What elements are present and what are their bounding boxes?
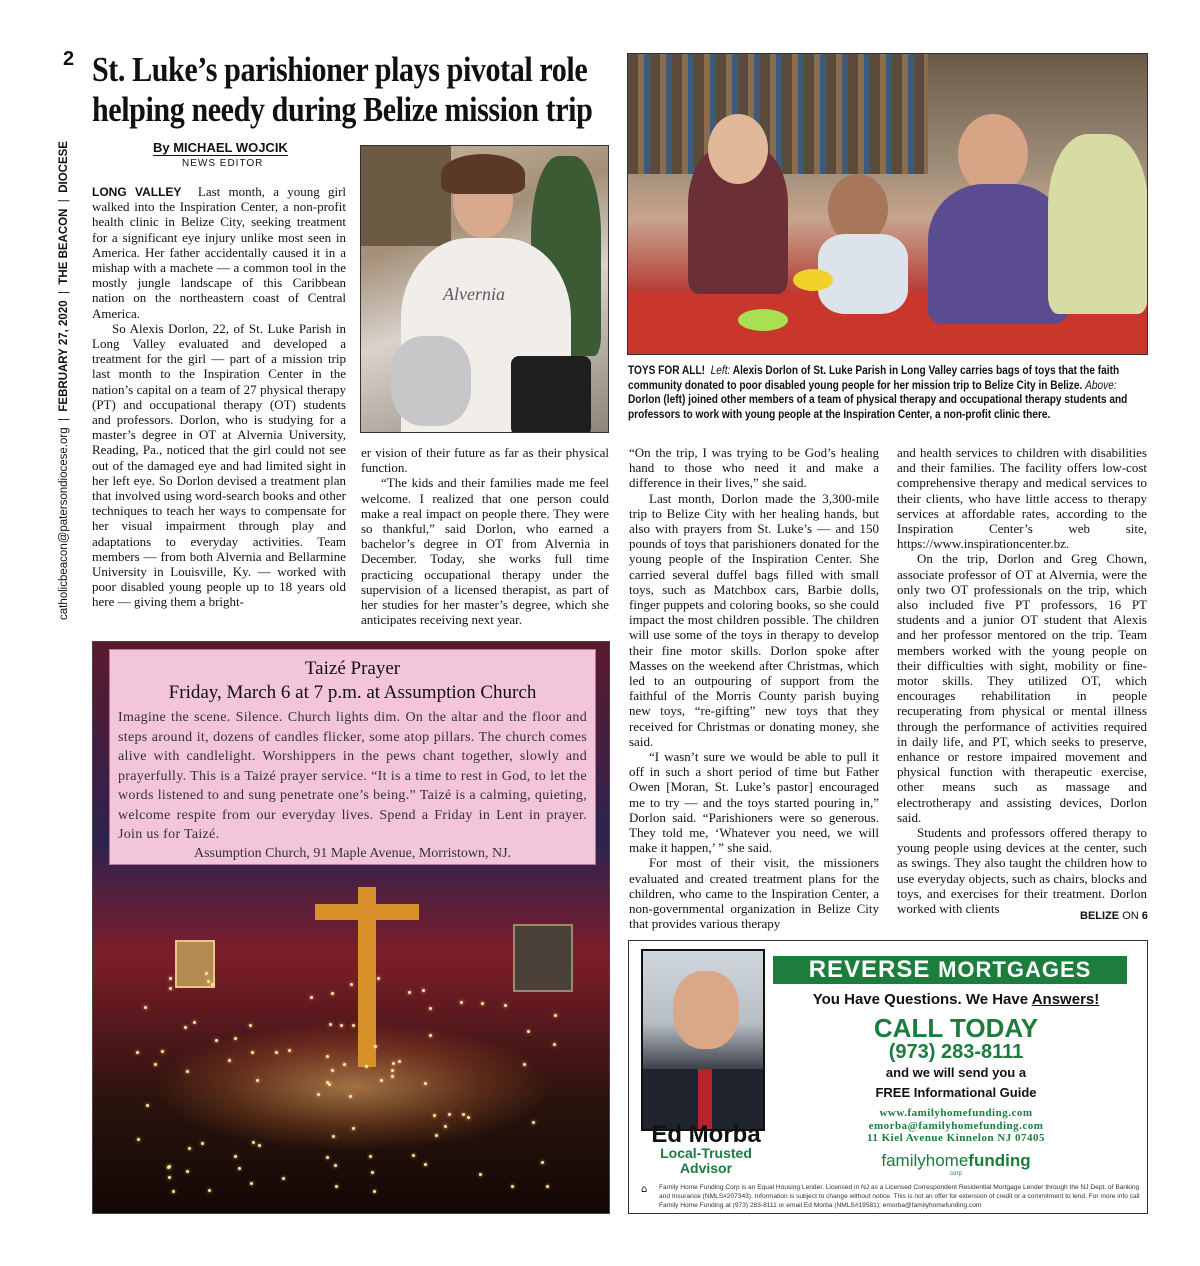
page-number: 2 — [63, 48, 75, 70]
sidebar-paper: THE BEACON — [58, 208, 70, 285]
candle-light — [412, 1154, 415, 1157]
candle-light — [554, 1014, 557, 1017]
candle-light — [251, 1051, 254, 1054]
ad-fine-print: Family Home Funding Corp is an Equal Housing Lender. Licensed in NJ as a Licensed Correspondent Residential Mortgage Lender through the NJ Dept. of Banking and Insurance (NMLS#207343). Information is subject to change without notice. This is not an offer for extension of credit or a commitment to lend. For more info call Family Home Funding at (973) 283-8111 or email Ed Morba (NMLS#19581): emorba@familyhomefunding.com — [659, 1184, 1140, 1209]
candle-light — [167, 1166, 170, 1169]
candle-light — [146, 1104, 149, 1107]
candle-light — [408, 991, 411, 994]
candle-light — [211, 983, 214, 986]
candle-light — [250, 1182, 253, 1185]
family-home-funding-logo: familyhomefunding — [881, 1151, 1031, 1170]
candle-light — [481, 1002, 484, 1005]
ad-address: 11 Kiel Avenue Kinnelon NJ 07405 — [866, 1132, 1046, 1144]
candle-light — [429, 1007, 432, 1010]
candle-light — [326, 1081, 329, 1084]
page-sidebar: catholicbeacon@patersondiocese.org | FEBRUARY 27, 2020 | THE BEACON | DIOCESE — [58, 141, 70, 620]
caption-lead: TOYS FOR ALL! — [628, 365, 706, 377]
candle-light — [391, 1069, 394, 1072]
article-paragraph: On the trip, Dorlon and Greg Chown, associate professor of OT at Alvernia, were the only two OT professionals on the trip, which also included five PT professors, 16 PT students and a junior OT student that Alexis and her professor mentored on the trip. Team members worked with the young people on their difficulties with sight, mobility or fine-motor skills. They utilized OT, which encourages rehabilitation in people recuperating from physical or mental illness through the performance of activities required in daily life, and PT, which seeks to preserve, enhance or restore impaired movement and physical function with therapeutic exercise, other means such as massage and electrotherapy and assisting devices, Dorlon said. — [897, 551, 1147, 825]
candle-light — [326, 1156, 329, 1159]
candle-light — [334, 1164, 337, 1167]
byline: By MICHAEL WOJCIK — [153, 140, 288, 155]
advisor-name: Ed Morba — [651, 1121, 761, 1148]
candle-light — [511, 1185, 514, 1188]
photo-caption — [628, 364, 1147, 422]
candle-light — [193, 1021, 196, 1024]
candle-light — [331, 992, 334, 995]
taize-prayer-ad — [92, 641, 610, 1214]
article-paragraph: “On the trip, I was trying to be God’s healing hand to those who need it and make a difference in their lives,” she said. — [629, 445, 879, 491]
article-column-1 — [92, 184, 346, 610]
candle-light — [215, 1039, 218, 1042]
candle-light — [467, 1116, 470, 1119]
candle-light — [350, 983, 353, 986]
candle-light — [435, 1134, 438, 1137]
candle-light — [377, 977, 380, 980]
candle-light — [422, 989, 425, 992]
taize-title: Taizé Prayer — [304, 658, 401, 679]
advisor-role: Local-Trusted Advisor — [660, 1145, 752, 1176]
ad-question: You Have Questions. We Have Answers! — [812, 991, 1100, 1008]
ad-website[interactable]: www.familyhomefunding.com — [879, 1107, 1033, 1119]
candle-light — [532, 1121, 535, 1124]
candle-light — [371, 1171, 374, 1174]
taize-address: Assumption Church, 91 Maple Avenue, Morristown, NJ. — [193, 845, 512, 861]
candle-light — [288, 1049, 291, 1052]
article-headline: St. Luke’s parishioner plays pivotal role helping needy during Belize mission trip — [92, 50, 593, 130]
article-paragraph: LONG VALLEY Last month, a young girl walked into the Inspiration Center, a non-profit health clinic in Belize City, seeking treatment for a significant eye injury unlike most seen in America. Her father accidentally caused it in a mishap with a machete — a common tool in the mostly jungle landscape of this Caribbean nation on the northeastern coast of Central America. — [92, 184, 347, 321]
ad-free-guide: FREE Informational Guide — [875, 1085, 1037, 1100]
continued-jump: BELIZE ON 6 — [1080, 910, 1148, 922]
sidebar-date: FEBRUARY 27, 2020 — [58, 300, 70, 412]
ad-email[interactable]: emorba@familyhomefunding.com — [868, 1119, 1044, 1132]
candle-light — [186, 1070, 189, 1073]
taize-text-box — [109, 649, 596, 865]
candle-light — [137, 1138, 140, 1141]
photo-therapy-team — [627, 53, 1148, 355]
article-paragraph: and health services to children with disabilities and their families. The facility offers low-cost comprehensive therapy and medical services to their clients, who have little access to therapy services at affordable rates, according to the Inspiration Center’s web site, https://www.inspirationcenter.bz. — [897, 445, 1147, 552]
logo-subtitle: corp — [950, 1171, 962, 1177]
ad-send-line: and we will send you a — [885, 1065, 1027, 1080]
article-paragraph: Students and professors offered therapy to young people using devices at the center, such as swings. They also taught the children how to use everyday objects, such as chairs, blocks and toys, and exercises for their treatment. Dorlon worked with clients — [897, 825, 1147, 917]
candle-light — [380, 1079, 383, 1082]
equal-housing-icon: ⌂ — [641, 1184, 648, 1195]
candle-light — [228, 1059, 231, 1062]
candle-light — [252, 1141, 255, 1144]
candle-light — [462, 1113, 465, 1116]
article-paragraph: Last month, Dorlon made the 3,300-mile trip to Belize City with her healing hands, but also with prayers from St. Luke’s — and 150 pounds of toys that parishioners donated for the young people of the Inspiration Center. She carried several duffel bags filled with small toys, such as Matchbox cars, Barbie dolls, finger puppets and coloring books, so she could impact the most children possible. The children will use some of the toys in therapy to develop their fine motor skills. Dorlon spoke after Masses on the weekend after Christmas, which led to an outpouring of support from the faithful of the Morris County parish buying new toys, “re-gifting” new toys that they received for Christmas or donating money, she said. — [629, 490, 879, 749]
candle-light — [184, 1026, 187, 1029]
candle-light — [238, 1167, 241, 1170]
article-paragraph: “I wasn’t sure we would be able to pull it off in such a short period of time but Father Owen [Moran, St. Luke’s pastor] encouraged me to try — and the toys started pouring in,” Dorlon said. “Parishioners were so generous. They told me, ‘Whatever you need, we will make it happen,’ ” she said. — [629, 749, 879, 856]
caption-left-text: Alexis Dorlon of St. Luke Parish in Long Valley carries bags of toys that the faith community donated to poor disabled young people for her mission trip to Belize City in Belize. — [628, 365, 1120, 392]
candle-light — [460, 1001, 463, 1004]
candle-light — [352, 1127, 355, 1130]
candle-light — [369, 1155, 372, 1158]
caption-above-label: Above: — [1085, 379, 1117, 392]
ad-phone[interactable]: (973) 283-8111 — [888, 1041, 1024, 1063]
candle-light — [541, 1161, 544, 1164]
article-paragraph: “The kids and their families made me feel welcome. I realized that one person could make a real impact on people there. They were so thankful,” said Dorlon, who earned a bachelor’s degree in OT from Alvernia in December. Today, she works full time practicing occupational therapy under the supervision of a licensed therapist, as part of her studies for her master’s degree, which she anticipates receiving next year. — [361, 475, 609, 628]
photo-alexis-dorlon — [360, 145, 609, 433]
sidebar-email: catholicbeacon@patersondiocese.org — [58, 427, 70, 620]
candle-light — [373, 1190, 376, 1193]
sidebar-section: DIOCESE — [58, 141, 70, 193]
article-paragraph: For most of their visit, the missioners evaluated and created treatment plans for the children, who came to the Inspiration Center, a non-governmental organization in Belize City that provides various therapy — [629, 855, 879, 932]
candle-light — [188, 1147, 191, 1150]
saints-icon — [513, 924, 573, 992]
candle-light — [169, 977, 172, 980]
candle-light — [527, 1030, 530, 1033]
article-column-3 — [629, 445, 879, 932]
candle-light — [335, 1185, 338, 1188]
candle-light — [144, 1006, 147, 1009]
caption-left-label: Left: — [710, 365, 731, 377]
advisor-photo — [641, 949, 765, 1131]
candle-light — [310, 996, 313, 999]
candle-light — [186, 1170, 189, 1173]
article-paragraph: So Alexis Dorlon, 22, of St. Luke Parish in Long Valley evaluated and developed a treatment for the girl — part of a mission trip last month to the Inspiration Center in the nation’s capital on a team of 27 physical therapy (PT) and occupational therapy (OT) students and professors. Dorlon, who is studying for a master’s degree in OT at Alvernia University, Reading, Pa., noticed that the girl could not see out of the damaged eye and had limited sight in her left eye. So Dorlon devised a treatment plan that involved using word-search books and other techniques to teach her ways to compensate for her visual impairment through play and adaptations to everyday activities. Team members — from both Alvernia and Bellarmine University in Louisville, Ky. — worked with poor disabled young people up to 18 years old here — giving them a bright- — [92, 320, 346, 610]
candle-light — [332, 1135, 335, 1138]
taize-body: Imagine the scene. Silence. Church lights dim. On the altar and the floor and steps around it, dozens of candles flicker, some atop pillars. The church comes alive with candlelight. Worshippers in the pews chant together, slowly and prayerfully. This is a Taizé prayer service. “It is a time to rest in God, to let the words listened to and sung penetrate one’s being.” Taizé is a calming, quieting, welcome respite from our everyday lives. Spend a Friday in Lent in prayer. Join us for Taizé. — [118, 710, 587, 842]
candle-light — [249, 1024, 252, 1027]
candle-light — [161, 1050, 164, 1053]
candle-light — [504, 1004, 507, 1007]
candle-light — [154, 1063, 157, 1066]
taize-when: Friday, March 6 at 7 p.m. at Assumption Church — [168, 682, 537, 703]
article-paragraph: er vision of their future as far as their physical function. — [361, 445, 609, 476]
byline-title: NEWS EDITOR — [182, 158, 264, 169]
reverse-mortgage-ad — [628, 940, 1148, 1214]
candle-light — [136, 1051, 139, 1054]
caption-above-text: Dorlon (left) joined other members of a team of physical therapy and occupational therapy students and professors to work with young people at the Inspiration Center, a non-profit clinic there. — [628, 394, 1128, 421]
dateline: LONG VALLEY — [92, 185, 182, 199]
candle-light — [258, 1144, 261, 1147]
ad-contact — [773, 1107, 1139, 1145]
article-column-2 — [361, 445, 609, 627]
candle-light — [169, 987, 172, 990]
candle-light — [201, 1142, 204, 1145]
candle-light — [172, 1190, 175, 1193]
candle-light — [234, 1155, 237, 1158]
candle-light — [208, 1189, 211, 1192]
candle-light — [429, 1034, 432, 1037]
shirt-text: Alvernia — [443, 284, 505, 304]
ad-banner: REVERSE MORTGAGES — [773, 956, 1127, 984]
candle-light — [479, 1173, 482, 1176]
candle-light — [546, 1185, 549, 1188]
candle-light — [553, 1043, 556, 1046]
candle-light — [282, 1177, 285, 1180]
candle-light — [424, 1163, 427, 1166]
candle-light — [374, 1045, 377, 1048]
ad-call-today: CALL TODAY — [873, 1013, 1039, 1043]
candle-light — [168, 1176, 171, 1179]
article-column-4 — [897, 445, 1147, 916]
